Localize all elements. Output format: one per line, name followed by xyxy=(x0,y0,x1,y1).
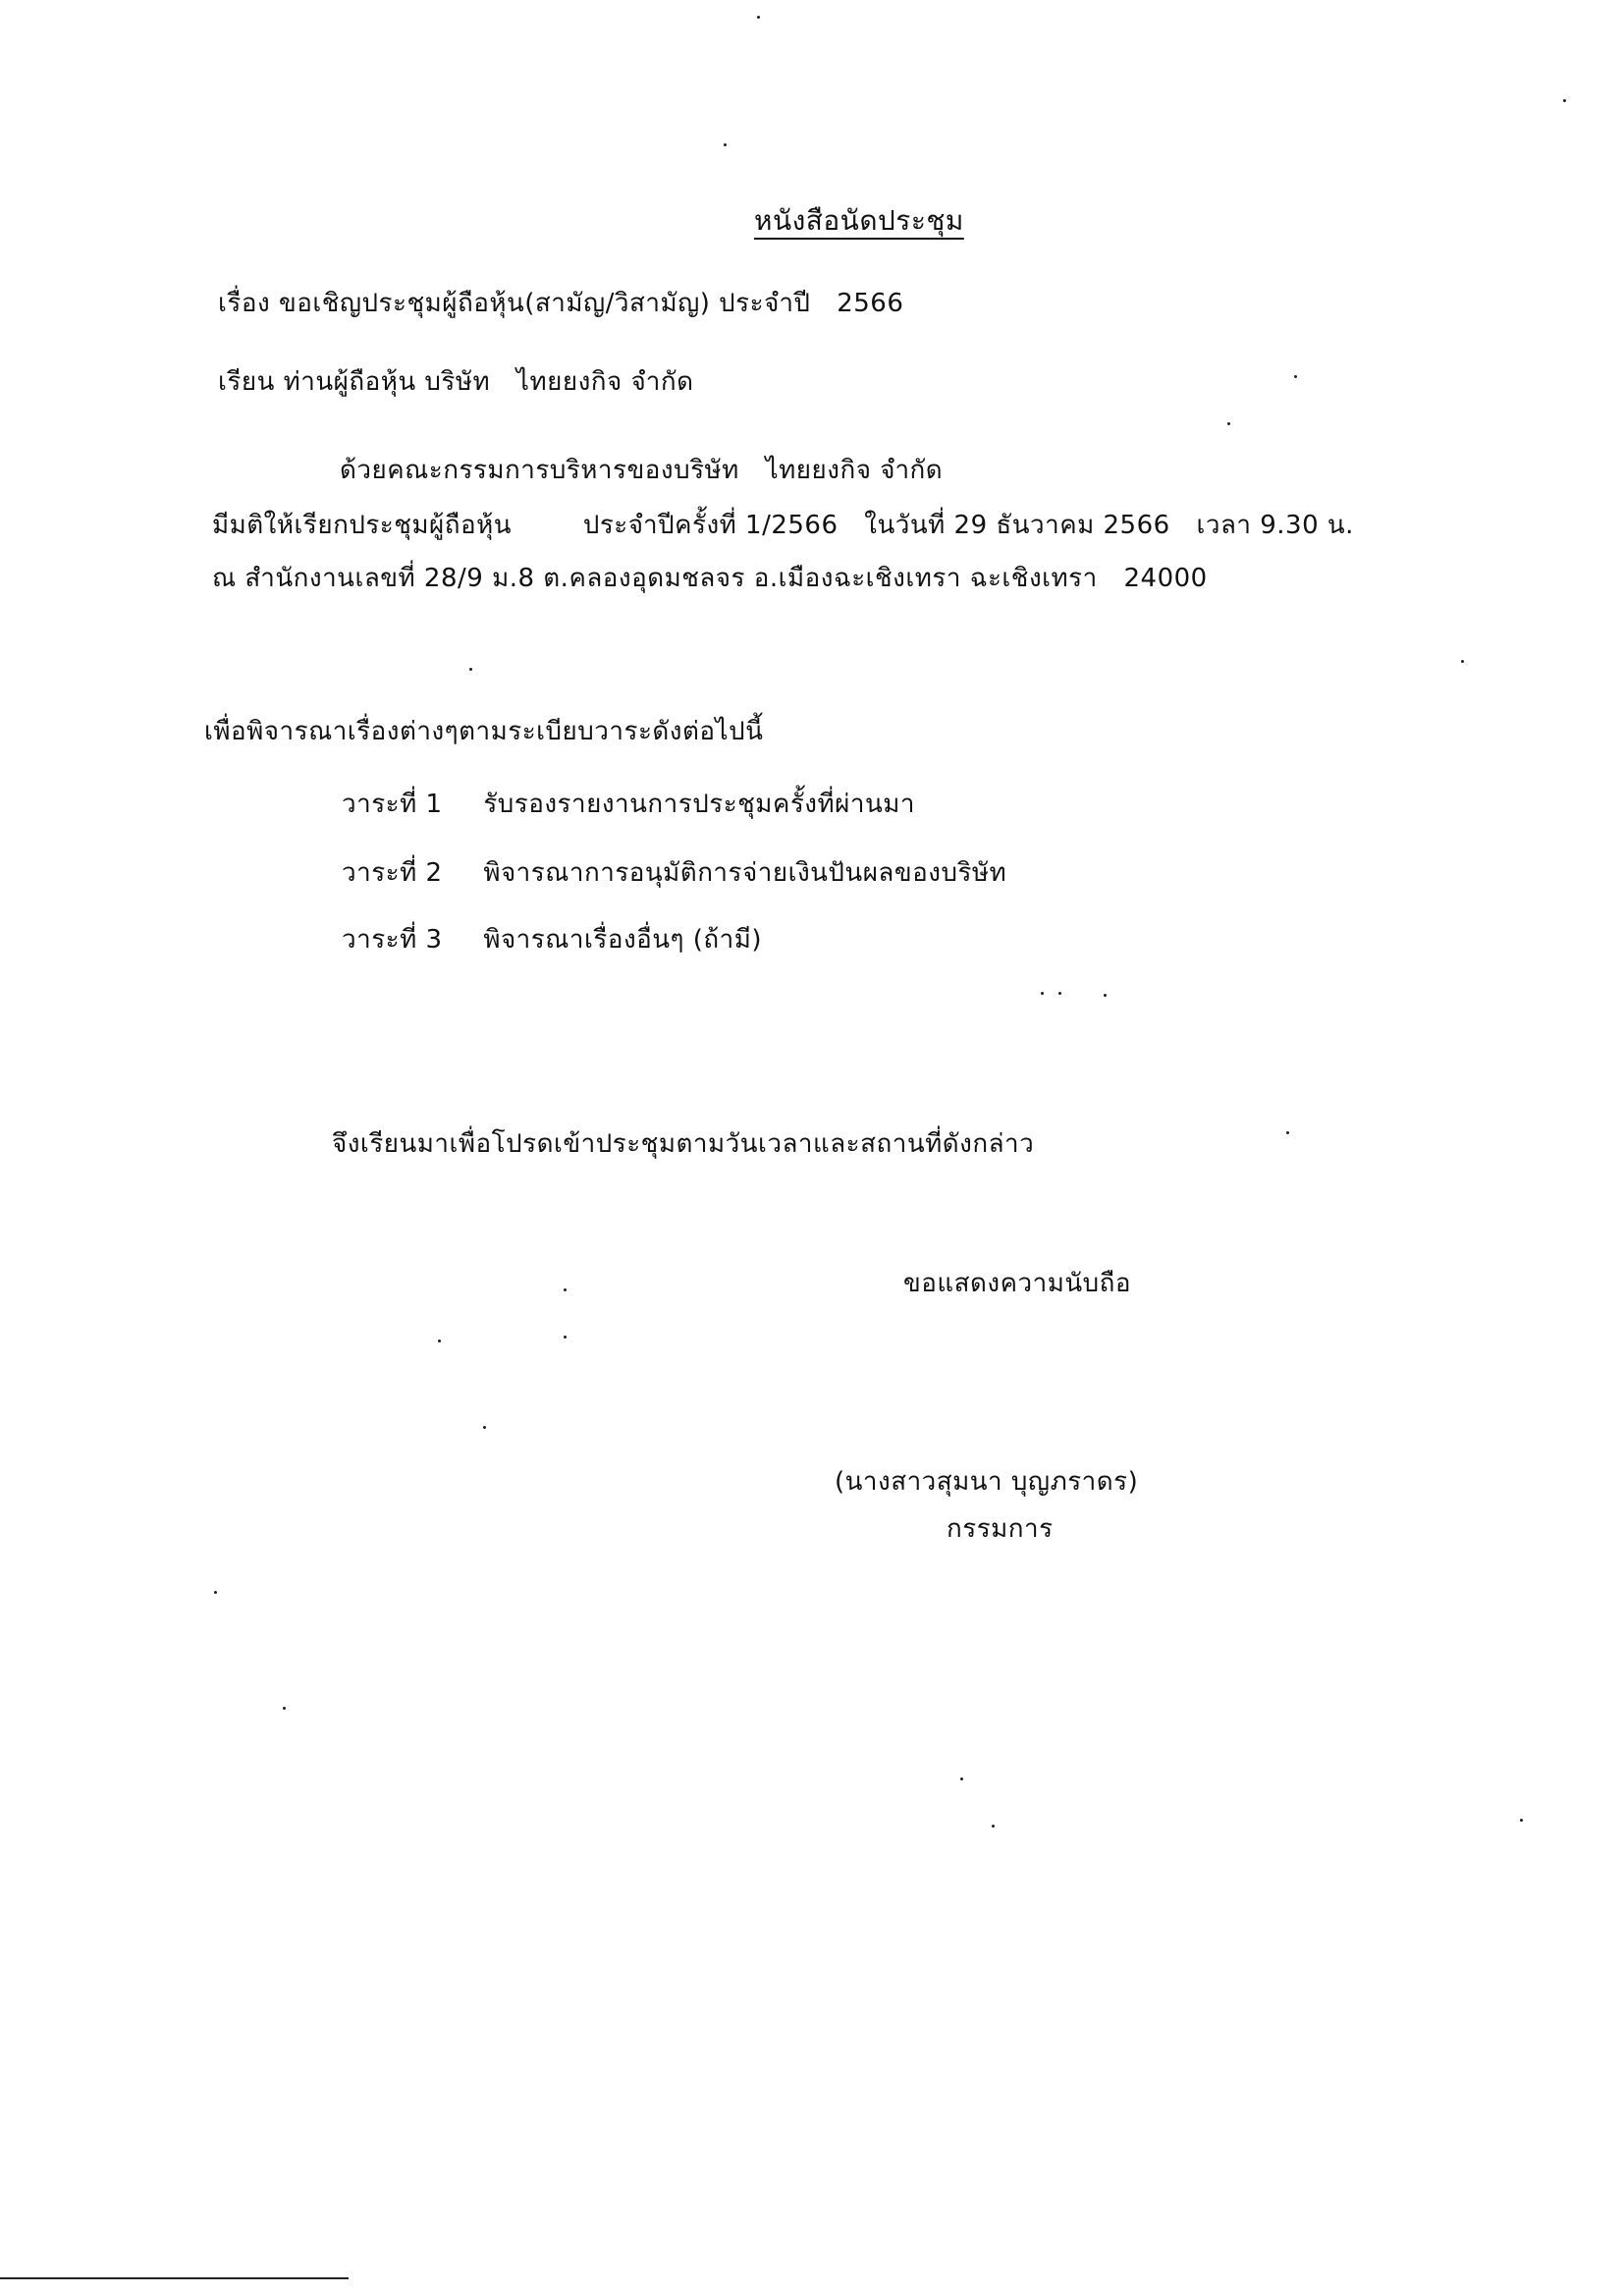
addressee-line xyxy=(218,365,694,399)
subject-label: เรื่อง xyxy=(218,289,271,318)
agenda-item xyxy=(342,856,1006,890)
scan-speck xyxy=(564,1336,567,1339)
signatory-name: (นางสาวสุมนา บุญภราดร) xyxy=(835,1467,1139,1497)
body-line-3 xyxy=(212,562,1208,595)
meeting-time: เวลา 9.30 น. xyxy=(1196,511,1354,540)
body-line-1-company: ไทยยงกิจ จำกัด xyxy=(765,456,944,485)
body-line-2-text: มีมติให้เรียกประชุมผู้ถือหุ้น xyxy=(212,511,513,540)
subject-text: ขอเชิญประชุมผู้ถือหุ้น(สามัญ/วิสามัญ) ประจำปี xyxy=(278,289,811,318)
scan-speck xyxy=(564,1288,567,1291)
scan-speck xyxy=(483,1426,486,1429)
scan-speck xyxy=(469,668,472,671)
addressee-text: ท่านผู้ถือหุ้น บริษัท xyxy=(283,367,491,397)
scan-speck xyxy=(283,1707,286,1710)
scan-speck xyxy=(992,1825,995,1828)
addressee-label: เรียน xyxy=(218,367,275,397)
agenda-label: วาระที่ xyxy=(342,858,417,888)
scan-speck xyxy=(438,1339,441,1342)
agenda-number: 3 xyxy=(425,925,443,955)
scan-speck xyxy=(1563,99,1566,102)
scan-speck xyxy=(1294,375,1297,378)
meeting-address: ณ สำนักงานเลขที่ 28/9 ม.8 ต.คลองอุดมชลจร อ.เมืองฉะเชิงเทรา ฉะเชิงเทรา xyxy=(212,564,1098,593)
scan-speck xyxy=(757,16,760,19)
meeting-number: ประจำปีครั้งที่ 1/2566 xyxy=(582,511,839,540)
scan-speck xyxy=(960,1777,963,1780)
body-line-1-text: ด้วยคณะกรรมการบริหารของบริษัท xyxy=(340,456,739,485)
addressee-company: ไทยยงกิจ จำกัด xyxy=(515,367,694,397)
agenda-intro: เพื่อพิจารณาเรื่องต่างๆตามระเบียบวาระดังต่อไปนี้ xyxy=(204,717,764,746)
body-line-1 xyxy=(340,454,943,487)
closing-line: จึงเรียนมาเพื่อโปรดเข้าประชุมตามวันเวลาและสถานที่ดังกล่าว xyxy=(332,1129,1035,1159)
scan-speck xyxy=(1041,992,1044,995)
agenda-item xyxy=(342,788,915,821)
meeting-postcode: 24000 xyxy=(1123,564,1208,593)
agenda-text: พิจารณาการอนุมัติการจ่ายเงินปันผลของบริษัท xyxy=(483,858,1007,888)
agenda-text: พิจารณาเรื่องอื่นๆ (ถ้ามี) xyxy=(483,925,763,955)
scan-speck xyxy=(724,143,727,146)
agenda-number: 1 xyxy=(425,790,443,819)
subject-year: 2566 xyxy=(837,289,904,318)
regards-line: ขอแสดงความนับถือ xyxy=(903,1269,1131,1298)
agenda-number: 2 xyxy=(425,858,443,888)
scan-speck xyxy=(1286,1131,1289,1134)
scan-speck xyxy=(214,1591,217,1594)
body-line-2 xyxy=(212,509,1354,542)
agenda-item xyxy=(342,923,762,957)
scan-speck xyxy=(1227,422,1230,425)
scan-speck xyxy=(1058,992,1061,995)
meeting-date: ในวันที่ 29 ธันวาคม 2566 xyxy=(864,511,1170,540)
document-title: หนังสือนัดประชุม xyxy=(754,204,964,237)
signatory-position: กรรมการ xyxy=(947,1514,1054,1544)
scan-speck xyxy=(1461,660,1464,663)
scan-speck xyxy=(1520,1819,1523,1822)
subject-line xyxy=(218,287,903,320)
scan-edge-line xyxy=(0,2277,349,2279)
agenda-label: วาระที่ xyxy=(342,925,417,955)
scan-speck xyxy=(1104,994,1107,997)
agenda-text: รับรองรายงานการประชุมครั้งที่ผ่านมา xyxy=(483,790,915,819)
agenda-label: วาระที่ xyxy=(342,790,417,819)
